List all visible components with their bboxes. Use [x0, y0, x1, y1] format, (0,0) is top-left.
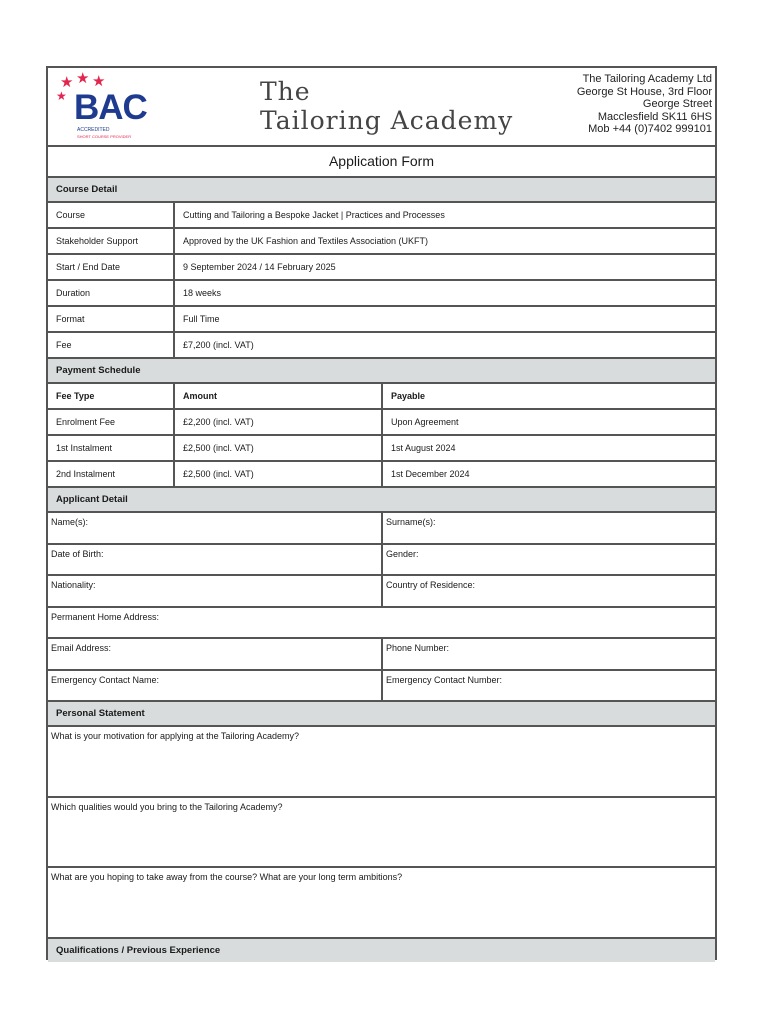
section-personal-statement: Personal Statement — [48, 702, 715, 727]
bac-accredited-text: ACCREDITED — [77, 127, 110, 133]
row-value: 18 weeks — [183, 288, 222, 298]
phone-field[interactable]: Phone Number: — [386, 643, 450, 653]
row-value: Approved by the UK Fashion and Textiles Association (UKFT) — [183, 236, 428, 246]
name-field[interactable]: Name(s): — [48, 513, 383, 543]
address-line: The Tailoring Academy Ltd — [582, 73, 712, 85]
gender-field[interactable]: Gender: — [386, 548, 419, 559]
nationality-field[interactable]: Nationality: — [48, 576, 383, 606]
form-header — [48, 68, 715, 147]
application-form-page — [46, 66, 717, 960]
table-row — [48, 307, 715, 333]
stars-icon: ★ ★ ★ ★ — [56, 70, 106, 103]
email-field[interactable]: Email Address: — [48, 639, 383, 669]
fee-type-cell: Enrolment Fee — [48, 410, 175, 434]
row-value: 9 September 2024 / 14 February 2025 — [183, 262, 336, 272]
address-line: George St House, 3rd Floor — [576, 85, 712, 98]
row-value: Full Time — [183, 314, 220, 324]
form-row — [48, 545, 715, 577]
row-value: £7,200 (incl. VAT) — [183, 340, 254, 350]
brand-line-1: The — [260, 77, 311, 106]
form-title: Application Form — [48, 147, 715, 178]
emergency-contact-number-field[interactable]: Emergency Contact Number: — [386, 674, 503, 685]
row-label: Duration — [48, 281, 175, 305]
column-header-amount: Amount — [175, 384, 383, 408]
address-line: Mob +44 (0)7402 999101 — [588, 123, 712, 135]
amount-cell: £2,200 (incl. VAT) — [175, 410, 383, 434]
amount-cell: £2,500 (incl. VAT) — [175, 436, 383, 460]
table-row — [48, 281, 715, 307]
bac-logo — [54, 71, 164, 143]
table-row — [48, 410, 715, 436]
company-address — [577, 73, 712, 136]
column-header-payable: Payable — [391, 391, 426, 401]
row-label: Fee — [48, 333, 175, 357]
form-row — [48, 639, 715, 671]
row-label: Start / End Date — [48, 255, 175, 279]
ambitions-field[interactable]: What are you hoping to take away from the course? What are your long term ambitions? — [48, 868, 715, 939]
payable-cell: 1st December 2024 — [391, 469, 470, 479]
motivation-field[interactable]: What is your motivation for applying at the Tailoring Academy? — [48, 727, 715, 798]
payable-cell: Upon Agreement — [391, 417, 459, 427]
address-line: George Street — [642, 98, 712, 110]
table-row — [48, 255, 715, 281]
fee-type-cell: 2nd Instalment — [48, 462, 175, 486]
table-row — [48, 436, 715, 462]
table-row — [48, 203, 715, 229]
fee-type-cell: 1st Instalment — [48, 436, 175, 460]
table-header-row — [48, 384, 715, 410]
country-of-residence-field[interactable]: Country of Residence: — [386, 580, 476, 590]
table-row — [48, 462, 715, 488]
section-applicant-detail: Applicant Detail — [48, 488, 715, 513]
row-value: Cutting and Tailoring a Bespoke Jacket | Practices and Processes — [183, 210, 445, 220]
brand-wordmark — [260, 77, 513, 135]
form-row — [48, 513, 715, 545]
form-row — [48, 671, 715, 703]
form-row — [48, 576, 715, 608]
section-course-detail: Course Detail — [48, 178, 715, 203]
qualities-field[interactable]: Which qualities would you bring to the Tailoring Academy? — [48, 798, 715, 869]
bac-subtitle-text: SHORT COURSE PROVIDER — [77, 134, 132, 139]
payable-cell: 1st August 2024 — [391, 443, 456, 453]
bac-logo-text: BAC — [74, 88, 147, 127]
address-line: Macclesfield SK11 6HS — [597, 110, 712, 123]
section-payment-schedule: Payment Schedule — [48, 359, 715, 384]
dob-field[interactable]: Date of Birth: — [48, 545, 383, 575]
surname-field[interactable]: Surname(s): — [386, 517, 436, 527]
row-label: Course — [48, 203, 175, 227]
row-label: Format — [48, 307, 175, 331]
section-qualifications: Qualifications / Previous Experience — [48, 939, 715, 962]
amount-cell: £2,500 (incl. VAT) — [175, 462, 383, 486]
table-row — [48, 333, 715, 359]
row-label: Stakeholder Support — [48, 229, 175, 253]
brand-line-2: Tailoring Academy — [260, 106, 514, 135]
home-address-field[interactable]: Permanent Home Address: — [48, 608, 715, 640]
emergency-contact-name-field[interactable]: Emergency Contact Name: — [48, 671, 383, 701]
table-row — [48, 229, 715, 255]
column-header-fee-type: Fee Type — [48, 384, 175, 408]
